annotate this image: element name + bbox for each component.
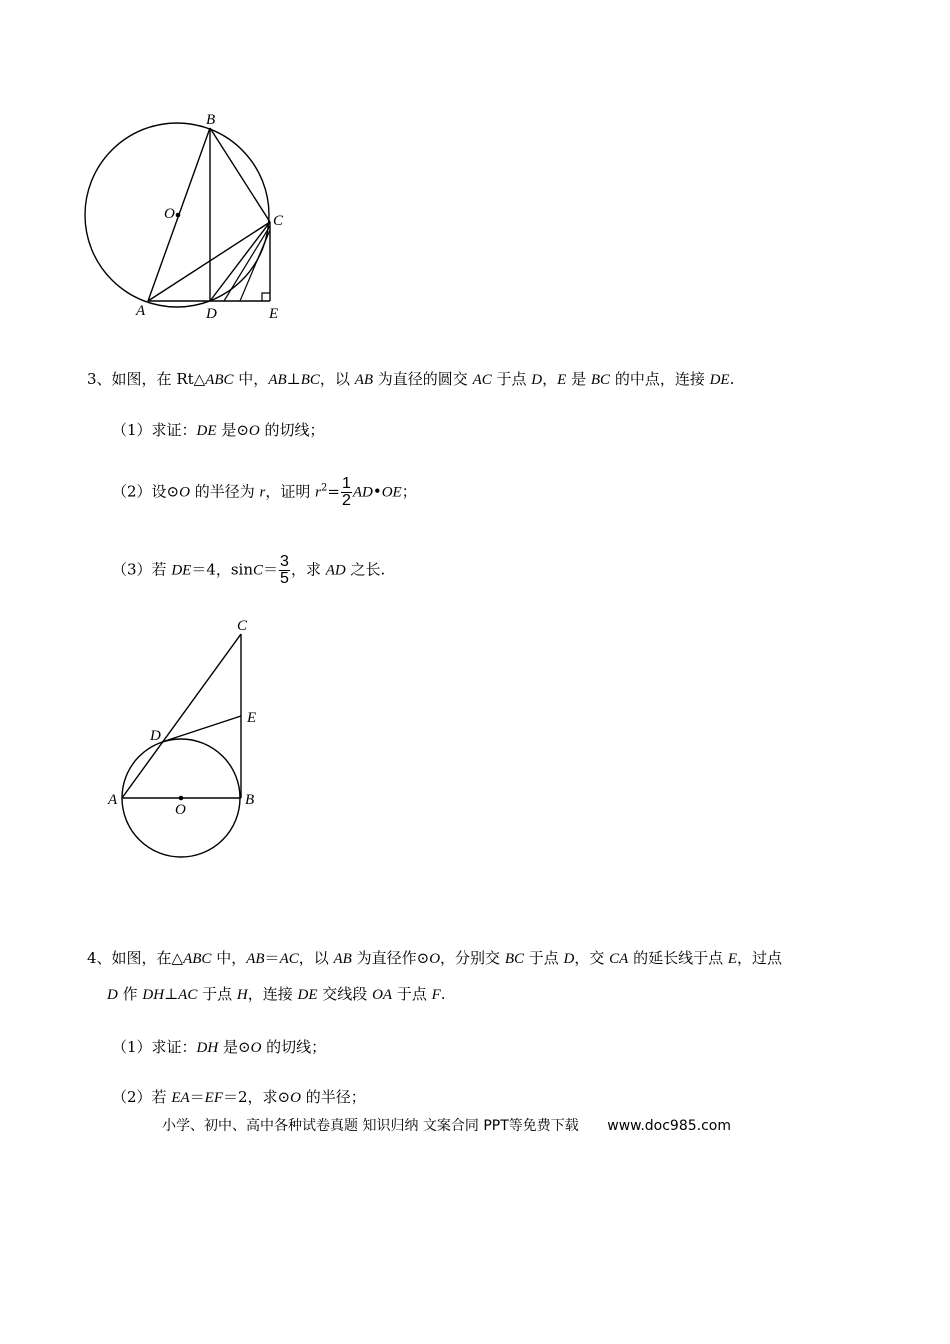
segment-ac [148,222,270,301]
label-d: D [150,728,161,744]
q4-p2-eq1: ＝ [189,1088,205,1106]
q3-p3-suffix: 之长. [345,560,386,579]
q4-p2-var-ef: EF [204,1090,223,1106]
segment-ac [122,634,241,798]
q4-text: 作 [117,985,143,1003]
label-b: B [245,792,255,808]
q3-p1-prefix: （1）求证： [112,421,197,439]
q3-p2-var-o: O [179,484,190,501]
q3-var: ABC [205,372,234,388]
q3-p3-eq: ＝4，sin [191,560,254,579]
q4-text: 的延长线于点 [628,949,728,967]
q3-p2-mid2: ，证明 [265,482,316,501]
q4-text: ，分别交 [440,949,505,967]
q3-var: BC [590,372,611,388]
q3-p1-suffix: 的切线； [259,421,325,439]
q3-stem [87,368,734,391]
q3-p2-dot: • [372,482,382,501]
q4-p2-prefix: （2）若 [112,1088,172,1106]
q4-p2-suffix: 的半径； [300,1088,366,1106]
q3-p1-mid: 是⊙ [216,421,249,439]
q3-p1-var-o: O [248,423,260,439]
figure-1-circle-diagram [80,108,320,328]
q3-text: 于点 [491,370,532,388]
q4-p1-var-o: O [250,1040,262,1056]
q3-text: 的中点，连接 [610,370,710,388]
q4-p2-eq2: ＝2，求⊙ [222,1088,291,1106]
q4-text: ⊥ [164,985,179,1003]
q3-text: 如图，在 Rt△ [111,370,206,388]
q4-var: AB [333,951,352,967]
q3-var: AC [472,372,492,388]
q3-text: . [729,370,735,388]
q4-var: CA [609,951,629,967]
q3-var: AB [268,372,287,388]
q4-part-1 [112,1036,326,1059]
fraction-denominator: 2 [341,492,351,509]
figure-2-circle-diagram [100,612,270,862]
q3-p3-eq2: ＝ [263,560,279,579]
q3-p2-var-ad: AD [352,484,373,501]
q4-text: 于点 [523,949,564,967]
q4-var: DE [297,987,318,1003]
q3-part-2 [112,476,417,509]
fraction-numerator: 1 [341,475,351,492]
q3-p3-prefix: （3）若 [112,560,172,579]
fraction-three-fifths [279,554,290,587]
center-dot [176,213,181,218]
q4-var: AC [279,951,299,967]
q4-var: BC [504,951,524,967]
q3-text: ，以 [319,370,355,388]
q4-var: D [563,951,575,967]
q3-text: ⊥ [286,370,301,388]
q4-text: 如图，在△ [111,949,184,967]
label-e: E [269,306,279,322]
q4-p2-var-ea: EA [171,1090,190,1106]
q4-text: 为直径作⊙ [351,949,430,967]
q3-p2-var-r2: r [315,484,321,501]
q4-p1-prefix: （1）求证： [112,1038,197,1056]
q3-p2-var-r: r [259,484,266,501]
segment-de [162,716,241,742]
q3-p2-prefix: （2）设⊙ [112,482,180,501]
q3-p3-var-c: C [253,562,264,579]
q3-p2-eq: = [327,482,340,501]
label-a: A [108,792,118,808]
q3-p2-exponent: 2 [320,482,328,494]
fraction-numerator: 3 [280,553,289,570]
q3-p3-mid: ，求 [290,560,326,579]
q3-p2-mid: 的半径为 [189,482,260,501]
q3-text: 中， [233,370,269,388]
label-a: A [136,303,146,319]
q4-text: 中， [211,949,247,967]
q4-var: O [429,951,441,967]
q4-var: H [236,987,248,1003]
q4-var: E [727,951,738,967]
label-e: E [247,710,257,726]
q4-text: . [440,985,446,1003]
q4-stem-line-1 [87,947,782,970]
q3-number: 3、 [87,370,112,388]
q3-var: DE [709,372,730,388]
q3-p3-var-ad: AD [325,562,346,579]
q3-p3-var-de: DE [171,562,192,579]
q3-text: 是 [566,370,591,388]
label-c: C [273,213,284,229]
q3-p1-var-de: DE [196,423,217,439]
fraction-one-half [341,476,352,509]
q4-text: ，交 [574,949,610,967]
q4-p2-var-o: O [290,1090,301,1106]
q4-var: OA [372,987,393,1003]
label-d: D [206,306,217,322]
q4-var: DH [142,987,165,1003]
q3-text: 为直径的圆交 [373,370,473,388]
q4-text: 于点 [197,985,237,1003]
q4-text: ，过点 [737,949,783,967]
q3-p2-var-oe: OE [381,484,402,501]
footer-text: 小学、初中、高中各种试卷真题 知识归纳 文案合同 PPT等免费下载 [162,1118,579,1134]
q4-text: 交线段 [317,985,373,1003]
page-footer [162,1115,731,1135]
q4-text: ，连接 [247,985,298,1003]
label-o: O [164,206,175,222]
q4-part-2 [112,1086,366,1109]
label-c: C [237,618,248,634]
center-dot [179,796,184,801]
fraction-denominator: 5 [280,570,289,587]
q3-p2-suffix: ； [401,482,417,501]
q3-var: D [531,372,543,388]
q3-var: E [557,372,567,388]
q4-number: 4、 [87,949,112,967]
q4-text: ，以 [298,949,334,967]
q4-var: ABC [183,951,212,967]
q4-p1-suffix: 的切线； [261,1038,327,1056]
label-b: B [206,112,216,128]
q4-var: AB [246,951,265,967]
q4-var: D [107,987,118,1003]
q4-var: F [431,987,441,1003]
q3-var: BC [300,372,320,388]
q4-stem-line-2 [107,983,446,1006]
q4-p1-mid: 是⊙ [218,1038,251,1056]
q4-text: 于点 [392,985,432,1003]
q3-part-3 [112,554,385,587]
q3-text: ， [542,370,558,388]
segment-bc [210,128,270,222]
q4-p1-var-dh: DH [196,1040,219,1056]
q3-var: AB [354,372,374,388]
footer-link[interactable]: www.doc985.com [607,1118,731,1134]
q4-text: ＝ [264,949,280,967]
label-o: O [175,802,186,818]
segment-dc [210,222,270,301]
q4-var: AC [178,987,198,1003]
right-angle-mark [262,293,270,301]
q3-part-1 [112,419,325,442]
